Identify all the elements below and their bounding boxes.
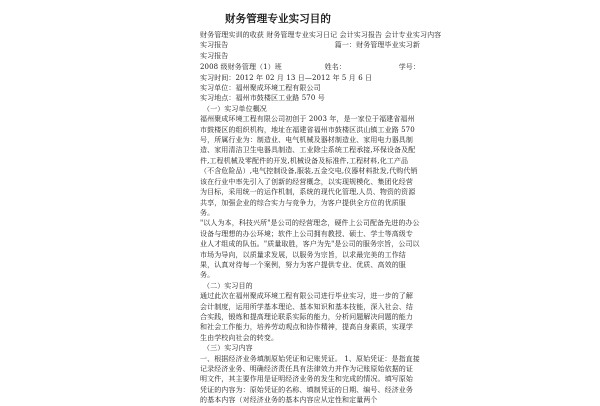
section-3-paragraph-1: 一、根据经济业务填制原始凭证和记账凭证。 1、原始凭证：是指直接记录经济业务、明确经济责任具有法律效力并作为记账原始依据的证明文件，其主要作用是证明经济业务的发生和完成的情况。填写原始凭证的内容为：原始凭证的名称、填制凭证的日期、编号、经济业务的基本内容（对经济业务的基本内容应从定性和定量两个 <box>200 354 420 405</box>
document-body <box>200 12 442 406</box>
related-link-report[interactable]: 实习报告 <box>200 41 229 50</box>
related-link-graduation[interactable]: 篇一：财务管理毕业实习新 <box>334 41 420 50</box>
section-2-heading: （二）实习目的 <box>203 281 253 290</box>
section-2-paragraph-1: 通过此次在福州聚成环境工程有限公司进行毕业实习，进一步的了解会计制度，运用所学基本理论、基本知识和基本技能，深入社会、结合实践，锻炼和提高理论联系实际的能力，分析问题解决问题的能力和社会工作能力，培养劳动观点和协作精神，提高自身素质，实现学生由学校向社会的转变。 <box>200 292 413 342</box>
student-id-label: 学号： <box>398 63 420 72</box>
section-3-heading: （三）实习内容 <box>203 344 253 353</box>
section-1-paragraph-3: "以人为本，科技兴所"是公司的经营理念，硬件上公司配备先进的办公设备与理想的办公环境；软件上公司拥有教授、硕士、学士等高级专业人才组成的队伍。"质量取胜，客户为先"是公司的服务宗旨，公司以市场为导向，以质量求发展，以服务为宗旨，以求最完美的工作结果，认真对待每一个案例，努力为客户提供专业、优质、高效的服务。 <box>200 219 420 280</box>
internship-unit: 实习单位：福州聚成环境工程有限公司 <box>200 84 321 93</box>
section-1-heading: （一）实习单位概况 <box>203 104 267 113</box>
related-link-report-2[interactable]: 实习报告 <box>200 51 229 60</box>
section-1-paragraph-1: 福州聚成环境工程有限公司初创于 2003 年，是一家位于福建省福州市鼓楼区的组织机构，地址在福建省福州市鼓楼区洪山镇工业路 570 号，所属行业为：制造业、电气机械及器材制造业、家用电力器具制造、家用清洁卫生电器具制造、工业除尘系统工程承接,环保设备及配件,工程机械及零配件的开发,机械设备及标准件,工程材料,化工产品（不含危险品）,电气控制设备,服装,五金交电,仪器材料批发,代购代销 <box>200 115 418 176</box>
section-1-paragraph-2: 该在行业中率先引入了创新的经营概念，以实现规模化、集团化经营为目标，采用统一的运作机制，系统的现代化管理,人员、物资的资源共享，加强企业的综合实力与竞争力，为客户提供全方位的优质服务。 <box>200 177 416 217</box>
internship-address: 实习地点：福州市鼓楼区工业路 570 号 <box>200 94 325 103</box>
related-links[interactable]: 财务管理实训的收获 财务管理专业实习日记 会计实习报告 会计专业实习内容 <box>200 31 442 39</box>
name-label: 姓名： <box>324 63 346 72</box>
student-info-row <box>200 62 420 72</box>
internship-time: 实习时间：2012 年 02 月 13 日—2012 年 5 月 6 日 <box>200 73 373 82</box>
document-title: 财务管理专业实习目的 <box>225 13 331 25</box>
class-label: 2008 级财务管理（1）班 <box>200 63 282 72</box>
